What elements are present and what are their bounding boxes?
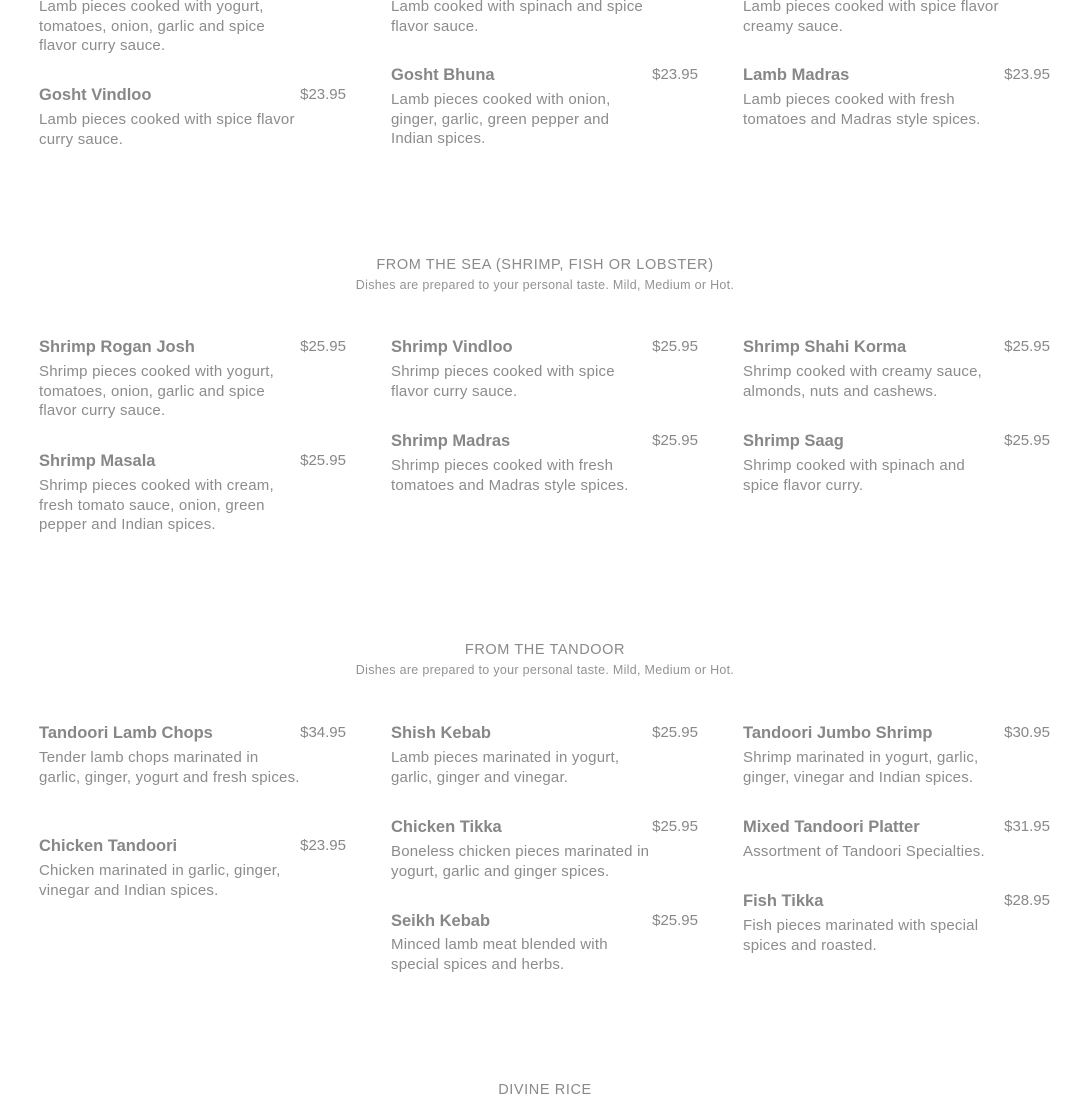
item-name: Tandoori Jumbo Shrimp <box>743 724 933 742</box>
menu-item <box>743 892 1050 954</box>
item-price: $23.95 <box>300 837 346 854</box>
item-description: Lamb pieces cooked with yogurt, tomatoes, onion, garlic and spice flavor curry sauce. <box>39 0 265 55</box>
menu-item <box>743 818 1050 860</box>
menu-item <box>39 338 346 420</box>
item-description: Assortment of Tandoori Specialties. <box>743 843 985 860</box>
item-description: Shrimp pieces cooked with yogurt, tomatoes, onion, garlic and spice flavor curry sauce. <box>39 363 275 420</box>
item-price: $25.95 <box>1004 432 1050 449</box>
menu-item <box>39 452 346 534</box>
item-price: $25.95 <box>300 338 346 355</box>
item-description: Shrimp pieces cooked with spice flavor curry sauce. <box>391 363 615 400</box>
section-title-rice: DIVINE RICE <box>498 1082 592 1098</box>
item-name: Lamb Madras <box>743 66 850 84</box>
menu-item <box>39 86 346 148</box>
item-name: Shish Kebab <box>391 724 491 742</box>
item-name: Shrimp Shahi Korma <box>743 338 907 356</box>
menu-item <box>391 432 698 494</box>
item-price: $28.95 <box>1004 892 1050 909</box>
item-description: Fish pieces marinated with special spices and roasted. <box>743 917 979 954</box>
menu-item <box>743 724 1050 786</box>
item-description: Lamb cooked with spinach and spice flavor sauce. <box>391 0 643 35</box>
item-description: Lamb pieces marinated in yogurt, garlic, ginger and vinegar. <box>391 749 620 786</box>
item-name: Chicken Tandoori <box>39 837 178 855</box>
item-name: Seikh Kebab <box>391 912 491 930</box>
item-description: Lamb pieces cooked with onion, ginger, garlic, green pepper and Indian spices. <box>391 91 611 148</box>
item-description: Shrimp cooked with spinach and spice flavor curry. <box>743 457 965 494</box>
menu-item <box>391 66 698 148</box>
menu-item <box>39 724 346 786</box>
item-name: Fish Tikka <box>743 892 824 910</box>
section-title-sea: FROM THE SEA (SHRIMP, FISH OR LOBSTER) <box>376 257 714 273</box>
item-name: Gosht Bhuna <box>391 66 495 84</box>
menu-item <box>743 432 1050 494</box>
item-price: $25.95 <box>652 912 698 929</box>
menu-item <box>743 66 1050 128</box>
item-price: $25.95 <box>652 432 698 449</box>
item-description: Shrimp marinated in yogurt, garlic, ginger, vinegar and Indian spices. <box>743 749 979 786</box>
item-name: Shrimp Saag <box>743 432 844 450</box>
item-name: Tandoori Lamb Chops <box>39 724 213 742</box>
item-description: Lamb pieces cooked with spice flavor curry sauce. <box>39 111 295 148</box>
item-description: Lamb pieces cooked with spice flavor creamy sauce. <box>743 0 999 35</box>
item-price: $25.95 <box>300 452 346 469</box>
menu-item <box>743 338 1050 400</box>
menu-item <box>391 912 698 973</box>
item-description: Shrimp cooked with creamy sauce, almonds, nuts and cashews. <box>743 363 982 400</box>
item-description: Chicken marinated in garlic, ginger, vinegar and Indian spices. <box>39 862 281 899</box>
item-name: Shrimp Masala <box>39 452 156 470</box>
section-subtitle-tandoor: Dishes are prepared to your personal taste. Mild, Medium or Hot. <box>355 663 735 677</box>
item-price: $25.95 <box>652 338 698 355</box>
item-description: Shrimp pieces cooked with cream, fresh tomato sauce, onion, green pepper and Indian spices. <box>39 477 274 534</box>
item-name: Mixed Tandoori Platter <box>743 818 920 836</box>
item-description: Minced lamb meat blended with special spices and herbs. <box>391 936 608 973</box>
item-price: $34.95 <box>300 724 346 741</box>
item-description: Shrimp pieces cooked with fresh tomatoes and Madras style spices. <box>391 457 629 494</box>
item-price: $23.95 <box>300 86 346 103</box>
item-name: Shrimp Madras <box>391 432 511 450</box>
item-price: $25.95 <box>652 724 698 741</box>
item-price: $30.95 <box>1004 724 1050 741</box>
section-subtitle-sea: Dishes are prepared to your personal taste. Mild, Medium or Hot. <box>355 278 735 292</box>
item-price: $23.95 <box>652 66 698 83</box>
item-price: $25.95 <box>1004 338 1050 355</box>
menu-item <box>391 818 698 880</box>
item-price: $23.95 <box>1004 66 1050 83</box>
item-price: $31.95 <box>1004 818 1050 835</box>
item-description: Tender lamb chops marinated in garlic, ginger, yogurt and fresh spices. <box>39 749 300 786</box>
menu-item <box>391 724 698 786</box>
item-price: $25.95 <box>652 818 698 835</box>
item-description: Lamb pieces cooked with fresh tomatoes and Madras style spices. <box>743 91 981 128</box>
menu-item <box>39 837 346 899</box>
menu-item <box>391 338 698 400</box>
item-name: Gosht Vindloo <box>39 86 152 104</box>
item-name: Shrimp Vindloo <box>391 338 513 356</box>
item-name: Shrimp Rogan Josh <box>39 338 195 356</box>
item-description: Boneless chicken pieces marinated in yogurt, garlic and ginger spices. <box>391 843 650 880</box>
section-title-tandoor: FROM THE TANDOOR <box>464 642 626 658</box>
item-name: Chicken Tikka <box>391 818 502 836</box>
